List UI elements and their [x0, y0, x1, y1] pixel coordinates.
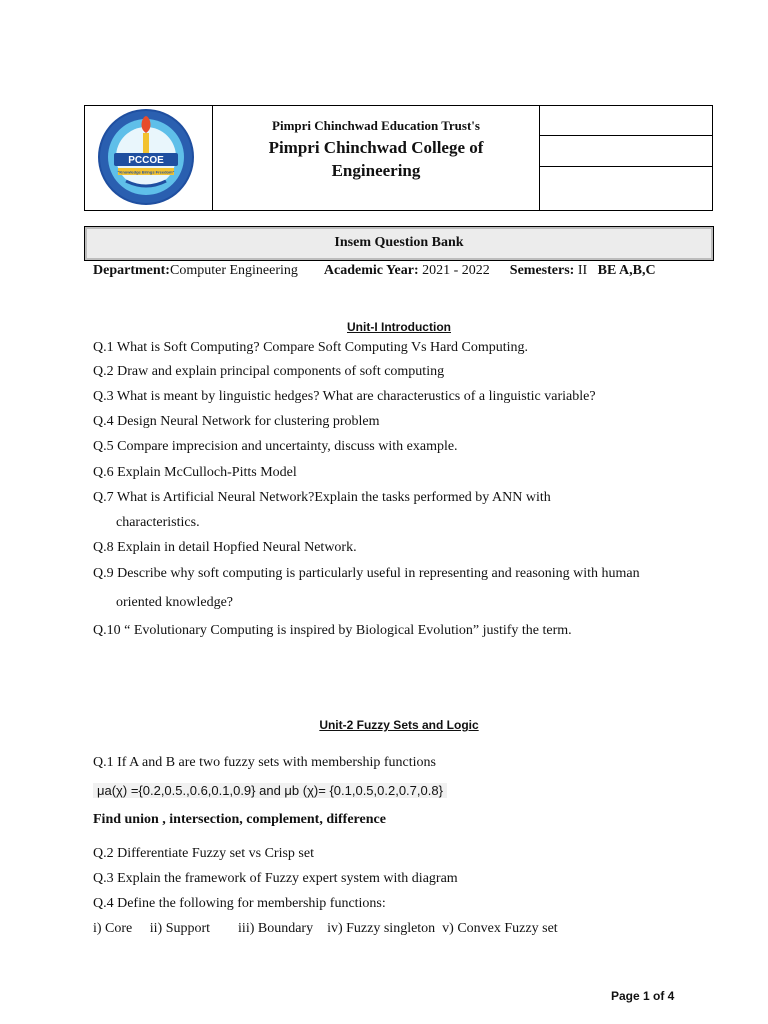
- college-name-line1: Pimpri Chinchwad College of: [268, 138, 484, 157]
- question: Q.4 Design Neural Network for clustering problem: [93, 414, 380, 429]
- sem-value: II: [577, 263, 588, 278]
- year-value: 2021 - 2022: [422, 263, 490, 278]
- college-name-line2: Engineering: [331, 161, 421, 180]
- question: Q.9 Describe why soft computing is particularly useful in representing and reasoning with human: [93, 566, 640, 581]
- task-statement: Find union , intersection, complement, difference: [93, 812, 386, 827]
- question: Q.10 “ Evolutionary Computing is inspired by Biological Evolution” justify the term.: [93, 623, 572, 638]
- year-label: Academic Year:: [323, 263, 419, 278]
- question: Q.3 What is meant by linguistic hedges? What are characterustics of a linguistic variable?: [93, 389, 596, 404]
- membership-functions: μa(χ) ={0.2,0.5.,0.6,0.1,0.9} and μb (χ)= {0.1,0.5,0.2,0.7,0.8}: [93, 783, 447, 798]
- question: Q.1 If A and B are two fuzzy sets with membership functions: [93, 755, 436, 770]
- logo-motto: "Knowledge Brings Freedom": [117, 169, 175, 175]
- sem-label: Semesters:: [509, 263, 575, 278]
- class-value: BE A,B,C: [597, 263, 656, 278]
- question: Q.6 Explain McCulloch-Pitts Model: [93, 465, 297, 480]
- question-continuation: characteristics.: [116, 515, 200, 530]
- question: Q.8 Explain in detail Hopfied Neural Network.: [93, 540, 357, 555]
- question: Q.7 What is Artificial Neural Network?Explain the tasks performed by ANN with: [93, 490, 551, 505]
- question: Q.2 Draw and explain principal components of soft computing: [93, 364, 445, 379]
- header-row-line: [539, 135, 713, 136]
- question: Q.1 What is Soft Computing? Compare Soft Computing Vs Hard Computing.: [93, 340, 529, 355]
- question: Q.4 Define the following for membership functions:: [93, 896, 386, 911]
- question: Q.3 Explain the framework of Fuzzy expert system with diagram: [93, 871, 458, 886]
- logo-text: PCCOE: [128, 155, 164, 166]
- header-row-line: [539, 166, 713, 167]
- dept-label: Department:: [93, 263, 170, 278]
- page-number: Page 1 of 4: [611, 989, 675, 1003]
- terms-list: i) Core ii) Support iii) Boundary iv) Fuzzy singleton v) Convex Fuzzy set: [93, 921, 558, 936]
- college-name: [213, 136, 539, 182]
- dept-value: Computer Engineering: [169, 263, 298, 278]
- unit1-title: Unit-I Introduction: [347, 320, 451, 334]
- question-bank-title: Insem Question Bank: [334, 235, 464, 250]
- trust-name: Pimpri Chinchwad Education Trust's: [272, 118, 480, 133]
- header-divider: [539, 105, 540, 211]
- unit2-title: Unit-2 Fuzzy Sets and Logic: [319, 718, 479, 732]
- college-logo: [96, 107, 196, 207]
- question: Q.2 Differentiate Fuzzy set vs Crisp set: [93, 846, 314, 861]
- department-line: [93, 263, 656, 279]
- question-continuation: oriented knowledge?: [116, 595, 234, 610]
- question: Q.5 Compare imprecision and uncertainty, discuss with example.: [93, 439, 458, 454]
